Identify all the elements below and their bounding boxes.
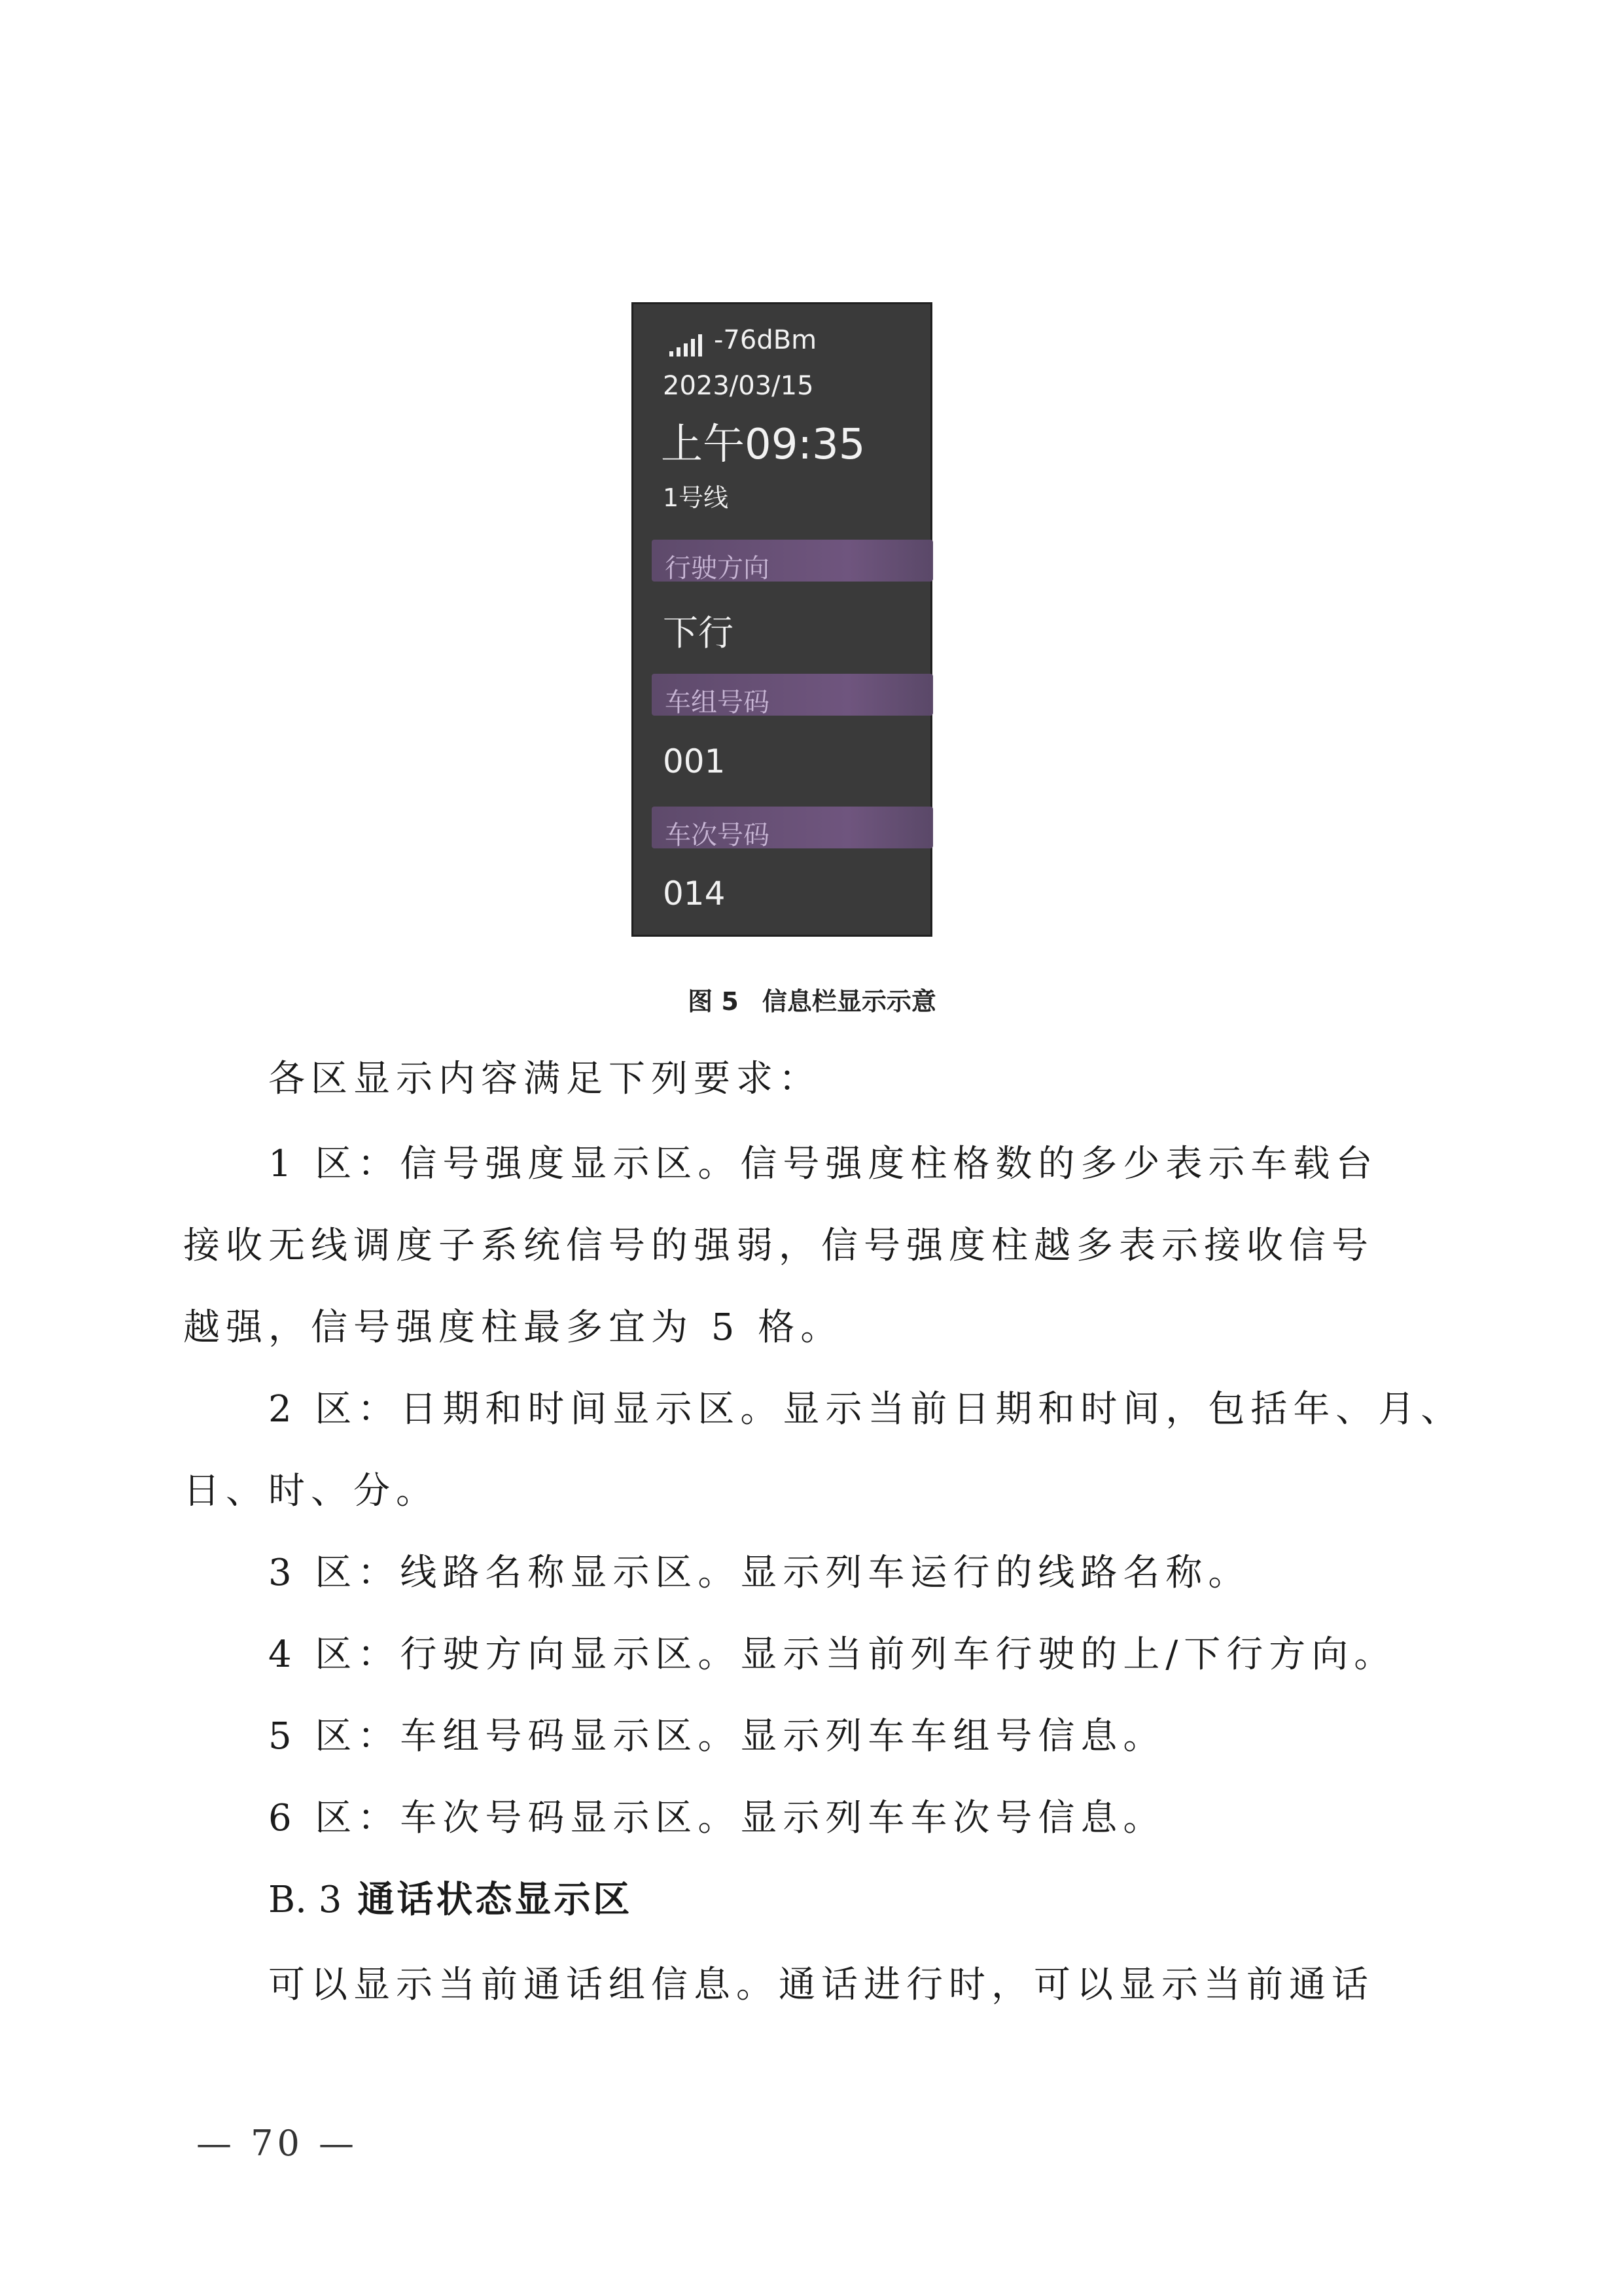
- zone1-line3: 越强，信号强度柱最多宜为 5 格。: [183, 1306, 843, 1349]
- zone6-text: 6 区：车次号码显示区。显示列车车次号信息。: [268, 1797, 1166, 1839]
- line-name-text: 1号线: [663, 483, 729, 512]
- zone2-line2: 日、时、分。: [183, 1470, 438, 1512]
- signal-bars-icon: [669, 334, 702, 357]
- zone2-line1: 2 区：日期和时间显示区。显示当前日期和时间，包括年、月、: [268, 1388, 1464, 1431]
- intro-text: 各区显示内容满足下列要求：: [268, 1058, 821, 1100]
- trainset-label: 车组号码: [665, 687, 769, 718]
- caption-number: 图 5: [688, 987, 739, 1016]
- figure-caption: [0, 981, 1624, 1017]
- trainset-value: 001: [663, 742, 726, 780]
- train-no-value: 014: [663, 875, 726, 913]
- call-status-text: 可以显示当前通话组信息。通话进行时，可以显示当前通话: [268, 1964, 1374, 2006]
- caption-title: 信息栏显示示意: [762, 987, 936, 1016]
- time-text: 上午09:35: [661, 421, 866, 469]
- train-no-label: 车次号码: [665, 820, 769, 850]
- page-number: — 70 —: [196, 2123, 359, 2164]
- info-bar-screen: [631, 302, 932, 937]
- train-no-label-band: [652, 807, 933, 848]
- section-number: B. 3: [268, 1879, 342, 1921]
- trainset-label-band: [652, 674, 933, 716]
- zone4-text: 4 区：行驶方向显示区。显示当前列车行驶的上/下行方向。: [268, 1633, 1397, 1676]
- direction-label: 行驶方向: [665, 553, 769, 583]
- section-title: 通话状态显示区: [357, 1879, 633, 1921]
- zone1-line1: 1 区：信号强度显示区。信号强度柱格数的多少表示车载台: [268, 1143, 1379, 1185]
- zone3-text: 3 区：线路名称显示区。显示列车运行的线路名称。: [268, 1552, 1251, 1594]
- direction-value: 下行: [663, 612, 733, 653]
- direction-label-band: [652, 540, 933, 582]
- signal-row: [669, 324, 817, 357]
- date-text: 2023/03/15: [663, 371, 814, 401]
- zone5-text: 5 区：车组号码显示区。显示列车车组号信息。: [268, 1715, 1166, 1758]
- signal-strength-text: -76dBm: [714, 325, 817, 355]
- zone1-line2: 接收无线调度子系统信号的强弱，信号强度柱越多表示接收信号: [183, 1225, 1374, 1267]
- section-heading: [268, 1871, 632, 1923]
